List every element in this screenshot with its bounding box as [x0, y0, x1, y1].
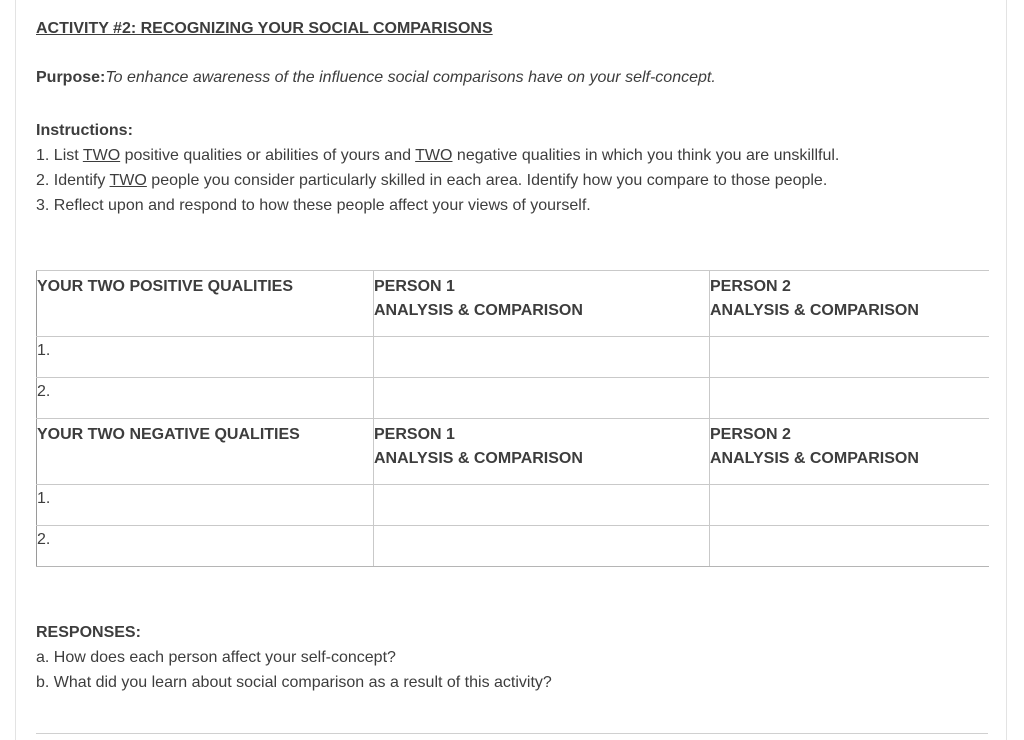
- positive-2-person2-cell[interactable]: [710, 378, 989, 419]
- instruction-item-1: [36, 143, 839, 168]
- instruction-2-emphasis: TWO: [109, 172, 147, 189]
- negative-quality-1-cell[interactable]: 1.: [37, 485, 374, 526]
- negative-person2-header: [710, 419, 989, 485]
- positive-quality-1-cell[interactable]: 1.: [37, 337, 374, 378]
- negative-person2-subtitle: ANALYSIS & COMPARISON: [710, 450, 919, 467]
- positive-2-person1-cell[interactable]: [374, 378, 710, 419]
- table-row: [37, 337, 989, 378]
- document-page: [15, 0, 1007, 740]
- positive-person2-subtitle: ANALYSIS & COMPARISON: [710, 302, 919, 319]
- negative-qualities-header: YOUR TWO NEGATIVE QUALITIES: [37, 419, 374, 485]
- negative-2-person1-cell[interactable]: [374, 526, 710, 567]
- positive-quality-2-cell[interactable]: 2.: [37, 378, 374, 419]
- purpose-line: [36, 69, 716, 87]
- response-question-b: b. What did you learn about social comparison as a result of this activity?: [36, 674, 552, 691]
- table-row: [37, 526, 989, 567]
- table-row: [37, 485, 989, 526]
- response-question-a: a. How does each person affect your self-concept?: [36, 649, 396, 666]
- purpose-text: To enhance awareness of the influence social comparisons have on your self-concept.: [105, 69, 716, 86]
- positive-qualities-header: YOUR TWO POSITIVE QUALITIES: [37, 271, 374, 337]
- comparison-table: [36, 270, 989, 567]
- negative-person1-subtitle: ANALYSIS & COMPARISON: [374, 450, 583, 467]
- positive-person1-title: PERSON 1: [374, 278, 455, 295]
- instructions-heading: Instructions:: [36, 122, 133, 139]
- positive-1-person2-cell[interactable]: [710, 337, 989, 378]
- negative-person2-title: PERSON 2: [710, 426, 791, 443]
- negative-header-row: [37, 419, 989, 485]
- instruction-item-3: 3. Reflect upon and respond to how these people affect your views of yourself.: [36, 197, 591, 214]
- positive-header-row: [37, 271, 989, 337]
- bottom-divider: [36, 733, 988, 734]
- instructions-block: [36, 118, 839, 218]
- instruction-1-emphasis-1: TWO: [82, 147, 121, 164]
- table-row: [37, 378, 989, 419]
- positive-person2-header: [710, 271, 989, 337]
- instruction-1-emphasis-2: TWO: [415, 147, 453, 164]
- negative-1-person2-cell[interactable]: [710, 485, 989, 526]
- instruction-2-post: people you consider particularly skilled in each area. Identify how you compare to those people.: [146, 172, 828, 189]
- purpose-label: Purpose:: [36, 69, 106, 86]
- responses-block: [36, 620, 552, 695]
- activity-title: ACTIVITY #2: RECOGNIZING YOUR SOCIAL COMPARISONS: [36, 20, 493, 37]
- instruction-1-mid: positive qualities or abilities of yours and: [120, 147, 416, 164]
- instruction-1-pre: 1. List: [36, 147, 83, 164]
- negative-person1-header: [374, 419, 710, 485]
- negative-quality-2-cell[interactable]: 2.: [37, 526, 374, 567]
- positive-1-person1-cell[interactable]: [374, 337, 710, 378]
- negative-2-person2-cell[interactable]: [710, 526, 989, 567]
- positive-person2-title: PERSON 2: [710, 278, 791, 295]
- instruction-item-2: [36, 168, 839, 193]
- instruction-1-post: negative qualities in which you think you are unskillful.: [452, 147, 840, 164]
- positive-person1-subtitle: ANALYSIS & COMPARISON: [374, 302, 583, 319]
- positive-person1-header: [374, 271, 710, 337]
- responses-heading: RESPONSES:: [36, 624, 141, 641]
- negative-1-person1-cell[interactable]: [374, 485, 710, 526]
- instruction-2-pre: 2. Identify: [36, 172, 110, 189]
- negative-person1-title: PERSON 1: [374, 426, 455, 443]
